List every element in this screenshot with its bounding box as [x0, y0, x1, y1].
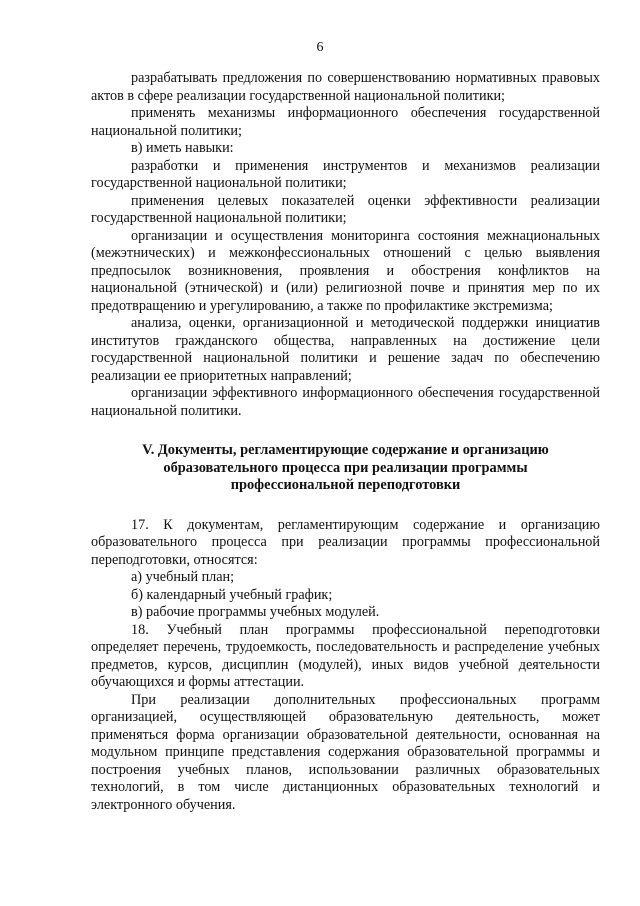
list-item: а) учебный план; — [131, 569, 235, 585]
paragraph: применения целевых показателей оценки эффективности реализации государственной национальной политики; — [91, 192, 600, 226]
section-heading: V. Документы, регламентирующие содержание и организацию образовательного процесса при реализации программы профессиональной переподготовки — [142, 442, 549, 493]
paragraph: 17. К документам, регламентирующим содержание и организацию образовательного процесса при реализации программы профессиональной переподготовки, относятся: — [91, 516, 600, 568]
paragraph: в) иметь навыки: — [131, 140, 234, 156]
paragraph: При реализации дополнительных профессиональных программ организацией, осуществляющей образовательную деятельность, может применяться форма организации образовательной деятельности, основанная на модульном принципе представления содержания образовательной программы и построения учебных планов, использовании различных образовательных технологий, в том числе дистанционных образовательных технологий и электронного обучения. — [91, 691, 600, 813]
paragraph: организации эффективного информационного обеспечения государственной национальной политики. — [91, 385, 600, 419]
paragraph: применять механизмы информационного обеспечения государственной национальной политики; — [91, 105, 600, 139]
paragraph: 18. Учебный план программы профессиональной переподготовки определяет перечень, трудоемкость, последовательность и распределение учебных предметов, курсов, дисциплин (модулей), иных видов учебной деятельности обучающихся и формы аттестации. — [91, 621, 600, 690]
list-item: в) рабочие программы учебных модулей. — [131, 604, 380, 620]
document-body — [91, 70, 600, 814]
list-item: б) календарный учебный график; — [131, 586, 333, 603]
page-number: 6 — [316, 40, 324, 55]
paragraph: разрабатывать предложения по совершенствованию нормативных правовых актов в сфере реализации государственной национальной политики; — [91, 70, 600, 104]
paragraph: разработки и применения инструментов и механизмов реализации государственной национальной политики; — [91, 157, 600, 191]
paragraph: организации и осуществления мониторинга состояния межнациональных (межэтнических) и межконфессиональных отношений с целью выявления предпосылок возникновения, проявления и обострения конфликтов на национальной (этнической) и (или) религиозной почве и принятия мер по их предотвращению и урегулированию, а также по профилактике экстремизма; — [91, 227, 600, 314]
paragraph: анализа, оценки, организационной и методической поддержки инициатив институтов гражданского общества, направленных на достижение цели государственной национальной политики и решение задач по обеспечению реализации ее приоритетных направлений; — [91, 315, 600, 384]
